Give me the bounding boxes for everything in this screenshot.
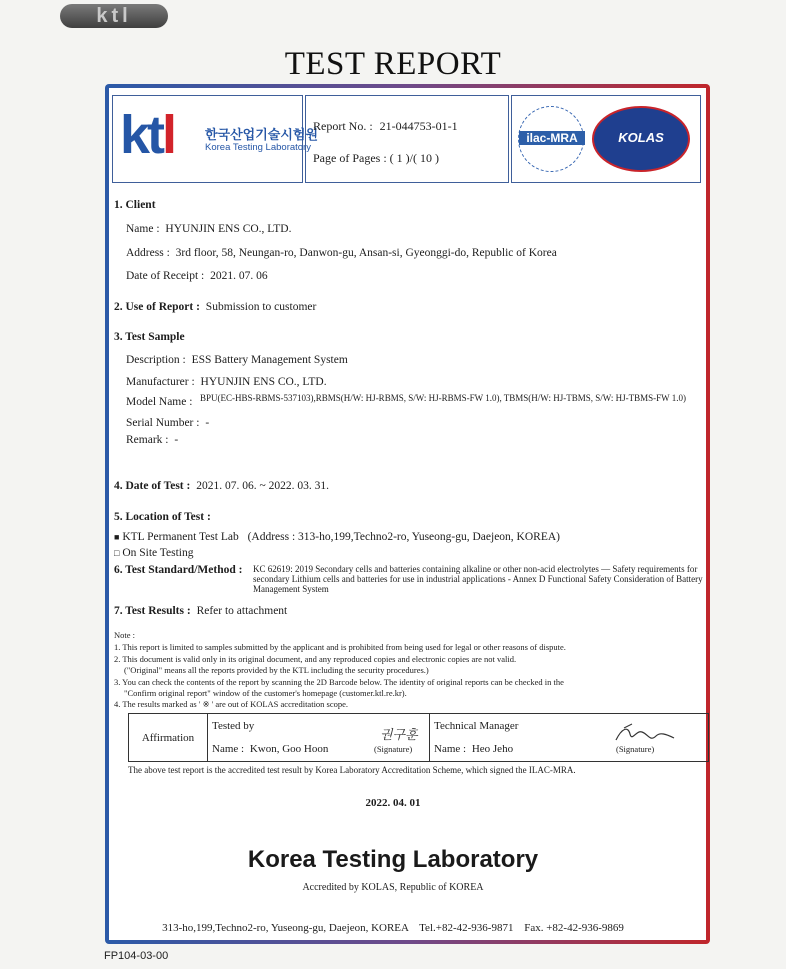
ilac-mra-text: ilac-MRA xyxy=(519,131,585,145)
client-name-row xyxy=(126,223,292,235)
page-of-pages xyxy=(313,151,439,166)
description-value: ESS Battery Management System xyxy=(191,354,348,366)
serial-row xyxy=(126,417,209,429)
pages-label: Page of Pages : xyxy=(313,151,387,165)
use-row xyxy=(114,301,316,313)
results-row xyxy=(114,605,287,617)
manager-signature-label: (Signature) xyxy=(616,743,655,754)
remark-row xyxy=(126,434,178,446)
manager-name: Heo Jeho xyxy=(471,743,514,756)
tester-signature-label: (Signature) xyxy=(374,743,413,754)
location-onsite-row xyxy=(114,547,194,559)
report-date: 2022. 04. 01 xyxy=(365,797,421,809)
receipt-date: 2021. 07. 06 xyxy=(210,270,268,282)
ilac-mra-logo xyxy=(518,106,584,172)
client-address: 3rd floor, 58, Neungan-ro, Danwon-gu, Ansan-si, Gyeonggi-do, Republic of Korea xyxy=(175,247,557,259)
note-line: ("Original" means all the reports provided by the KTL including the security procedures.) xyxy=(124,665,429,675)
remark-label: Remark : xyxy=(126,434,169,446)
manufacturer-label: Manufacturer : xyxy=(126,376,195,388)
accredited-statement: The above test report is the accredited test result by Korea Laboratory Accreditation Scheme, which signed the ILAC-MRA. xyxy=(128,765,576,775)
note-line: "Confirm original report" window of the customer's homepage (customer.ktl.re.kr). xyxy=(124,688,407,698)
onsite-testing: On Site Testing xyxy=(122,547,194,559)
ktl-logo-left: kt xyxy=(120,105,163,165)
model-label: Model Name : xyxy=(126,396,193,408)
client-heading: 1. Client xyxy=(114,199,156,211)
pages-value: ( 1 )/( 10 ) xyxy=(389,151,439,165)
accredited-by: Accredited by KOLAS, Republic of KOREA xyxy=(302,882,484,893)
korean-org-name: 한국산업기술시험원 xyxy=(205,128,319,143)
notes-heading: Note : xyxy=(114,630,136,640)
serial-value: - xyxy=(205,417,210,429)
header-logo-pill: ktl xyxy=(60,4,168,28)
description-row xyxy=(126,354,348,366)
date-of-test-value: 2021. 07. 06. ~ 2022. 03. 31. xyxy=(196,480,329,492)
use-heading: 2. Use of Report : xyxy=(114,301,200,313)
standard-heading: 6. Test Standard/Method : xyxy=(114,564,243,576)
note-line: 1. This report is limited to samples submitted by the applicant and is prohibited from being used for legal or other reasons of dispute. xyxy=(114,642,566,652)
permanent-address: (Address : 313-ho,199,Techno2-ro, Yuseong-gu, Daejeon, KOREA) xyxy=(247,531,560,543)
serial-label: Serial Number : xyxy=(126,417,200,429)
tester-cell xyxy=(208,727,430,762)
remark-value: - xyxy=(174,434,179,446)
tester-name: Kwon, Goo Hoon xyxy=(249,743,329,756)
ktl-logo-right: l xyxy=(162,105,175,165)
manager-cell xyxy=(430,738,709,762)
client-name: HYUNJIN ENS CO., LTD. xyxy=(165,223,292,235)
results-heading: 7. Test Results : xyxy=(114,605,191,617)
location-heading: 5. Location of Test : xyxy=(114,511,211,523)
model-value: BPU(EC-HBS-RBMS-537103),RBMS(H/W: HJ-RBMS, S/W: HJ-RBMS-FW 1.0), TBMS(H/W: HJ-TBMS, S/W: HJ-TBMS-FW 1.0) xyxy=(200,393,686,403)
english-org-name: Korea Testing Laboratory xyxy=(205,142,311,153)
report-info-box xyxy=(305,95,509,183)
tested-by-label: Tested by xyxy=(208,714,430,738)
ktl-logo xyxy=(120,107,174,163)
receipt-label: Date of Receipt : xyxy=(126,270,205,282)
note-line: 2. This document is valid only in its original document, and any reproduced copies and electronic copies are not valid. xyxy=(114,654,517,664)
date-of-test-row xyxy=(114,480,329,492)
org-name: Korea Testing Laboratory xyxy=(247,846,539,873)
receipt-row xyxy=(126,270,268,282)
use-value: Submission to customer xyxy=(205,301,317,313)
manufacturer-row xyxy=(126,376,327,388)
results-value: Refer to attachment xyxy=(196,605,288,617)
date-of-test-heading: 4. Date of Test : xyxy=(114,480,191,492)
location-permanent-row xyxy=(114,531,560,543)
affirmation-label: Affirmation xyxy=(129,714,208,762)
manager-name-label: Name : xyxy=(434,743,467,756)
onsite-checkbox: □ xyxy=(114,548,120,558)
manufacturer-value: HYUNJIN ENS CO., LTD. xyxy=(200,376,327,388)
standard-value: KC 62619: 2019 Secondary cells and batteries containing alkaline or other non-acid electrolytes — Safety requirements for secondary Lithium cells and batteries for use in industrial applications - Annex D Functional Safety Consideration of Battery Management System xyxy=(253,564,703,594)
report-number xyxy=(313,119,458,134)
permanent-lab: KTL Permanent Test Lab xyxy=(122,531,239,543)
sample-heading: 3. Test Sample xyxy=(114,331,185,343)
permanent-checkbox: ■ xyxy=(114,532,120,542)
kolas-logo xyxy=(592,106,690,172)
footer-tel: Tel.+82-42-936-9871 xyxy=(419,922,514,934)
manager-label: Technical Manager xyxy=(430,714,709,738)
report-number-label: Report No. : xyxy=(313,119,373,133)
tester-name-label: Name : xyxy=(212,743,245,756)
report-number-value: 21-044753-01-1 xyxy=(379,119,458,133)
kolas-text: KOLAS xyxy=(618,130,664,145)
client-address-label: Address : xyxy=(126,247,170,259)
page-title: TEST REPORT xyxy=(284,46,502,82)
footer-contact xyxy=(0,922,786,934)
tester-signature: 권구훈 xyxy=(380,727,418,743)
affirmation-table xyxy=(128,713,709,762)
client-name-label: Name : xyxy=(126,223,160,235)
note-line: 3. You can check the contents of the report by scanning the 2D Barcode below. The identity of original reports can be checked in the xyxy=(114,677,564,687)
note-line: 4. The results marked as ' ※ ' are out of KOLAS accreditation scope. xyxy=(114,699,349,709)
footer-address: 313-ho,199,Techno2-ro, Yuseong-gu, Daejeon, KOREA xyxy=(162,922,409,934)
form-code: FP104-03-00 xyxy=(104,950,169,962)
client-address-row xyxy=(126,247,557,259)
footer-fax: Fax. +82-42-936-9869 xyxy=(524,922,624,934)
description-label: Description : xyxy=(126,354,186,366)
